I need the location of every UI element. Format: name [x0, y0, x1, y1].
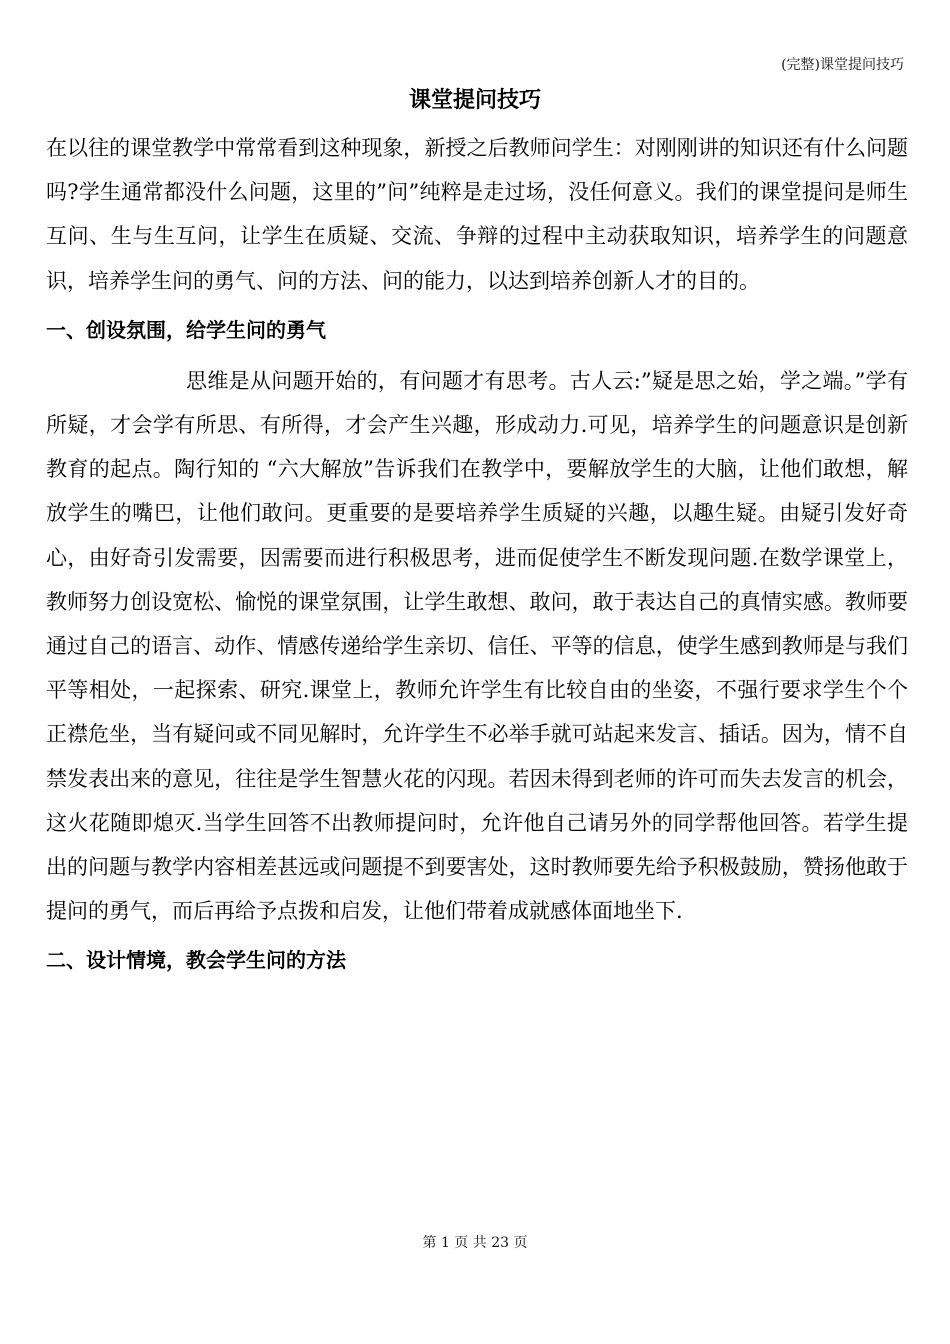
page-number: 第 1 页 共 23 页 [422, 1235, 528, 1251]
running-header: (完整)课堂提问技巧 [781, 57, 904, 73]
section-1-heading: 一、创设氛围，给学生问的勇气 [46, 317, 326, 342]
section-2-heading: 二、设计情境，教会学生问的方法 [46, 948, 346, 973]
document-body [46, 126, 908, 987]
intro-paragraph: 在以往的课堂教学中常常看到这种现象，新授之后教师问学生：对刚刚讲的知识还有什么问题吗?学生通常都没什么问题，这里的”问”纯粹是走过场，没任何意义。我们的课堂提问是师生互问、生与生互问，让学生在质疑、交流、争辩的过程中主动获取知识，培养学生的问题意识，培养学生问的勇气、问的方法、问的能力，以达到培养创新人才的目的。 [46, 136, 908, 293]
document-title: 课堂提问技巧 [408, 87, 541, 113]
section-1-paragraph: 思维是从问题开始的，有问题才有思考。古人云:”疑是思之始，学之端。”学有所疑，才会学有所思、有所得，才会产生兴趣，形成动力.可见，培养学生的问题意识是创新教育的起点。陶行知的 “六大解放”告诉我们在教学中，要解放学生的大脑，让他们敢想，解放学生的嘴巴，让他们敢问。更重要的是要培养学生质疑的兴趣，以趣生疑。由疑引发好奇心，由好奇引发需要，因需要而进行积极思考，进而促使学生不断发现问题.在数学课堂上，教师努力创设宽松、愉悦的课堂氛围，让学生敢想、敢问，敢于表达自己的真情实感。教师要通过自己的语言、动作、情感传递给学生亲切、信任、平等的信息，使学生感到教师是与我们平等相处，一起探索、研究.课堂上，教师允许学生有比较自由的坐姿，不强行要求学生个个正襟危坐，当有疑问或不同见解时，允许学生不必举手就可站起来发言、插话。因为，情不自禁发表出来的意见，往往是学生智慧火花的闪现。若因未得到老师的许可而失去发言的机会，这火花随即熄灭.当学生回答不出教师提问时，允许他自己请另外的同学帮他回答。若学生提出的问题与教学内容相差甚远或问题提不到要害处，这时教师要先给予积极鼓励，赞扬他敢于提问的勇气，而后再给予点拨和启发，让他们带着成就感体面地坐下. [46, 368, 908, 924]
